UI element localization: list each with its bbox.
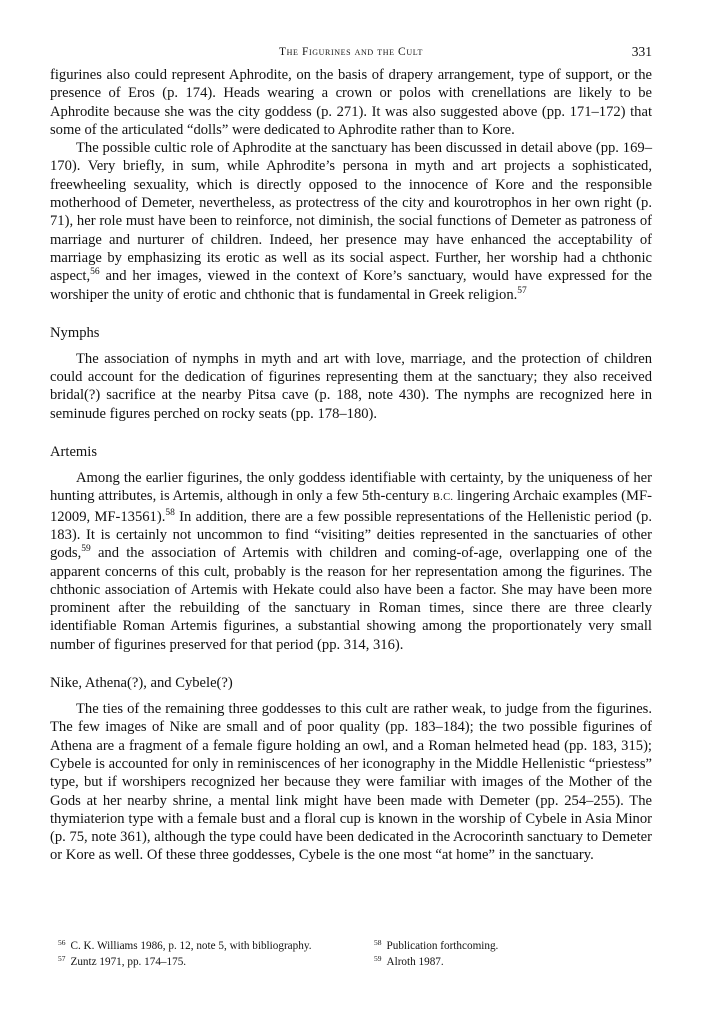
section-heading-nymphs: Nymphs (50, 324, 100, 341)
paragraph: The ties of the remaining three goddesses to this cult are rather weak, to judge from the figurines. The few images of Nike are small and of poor quality (pp. 183–184); the two possible figurines of Athena are a fragment of a female figure holding an owl, and a Roman helmeted head (pp. 183, 315); Cybele is accounted for only in reminiscences of her iconography in the Middle Hellenistic “priestess” type, but if worshipers recognized her because they were familiar with images of the Mother of the Gods at her nearby shrine, a mental link might have been made with Demeter (pp. 254–255). The thymiaterion type with a female bust and a floral cup is known in the worship of Cybele in Asia Minor (p. 75, note 361), although the type could have been dedicated in the Acrocorinth sanctuary to Demeter or Kore as well. Of these three goddesses, Cybele is the one most “at home” in the sanctuary. (50, 701, 652, 864)
footnote (374, 938, 644, 954)
footnote-text: C. K. Williams 1986, p. 12, note 5, with bibliography. (70, 940, 312, 952)
footnote-number: 58 (374, 938, 382, 947)
page (50, 44, 652, 865)
footnote-column-right (374, 938, 644, 970)
paragraph (50, 139, 652, 304)
footnote-text: Publication forthcoming. (386, 940, 499, 952)
body-text (50, 66, 652, 865)
footnote-text: Zuntz 1971, pp. 174–175. (70, 956, 187, 968)
text-run: lingering Archaic examples (MF-12009, MF-13561). (50, 488, 652, 525)
paragraph: figurines also could represent Aphrodite, on the basis of drapery arrangement, type of support, or the presence of Eros (p. 174). Heads wearing a crown or polos with crenellations are likely to be Aphrodite because she was the city goddess (p. 271). It was also suggested above (pp. 171–172) that some of the articulated “dolls” were dedicated to Aphrodite rather than to Kore. (50, 67, 652, 138)
footnote-ref[interactable]: 57 (517, 285, 527, 296)
footnote (58, 938, 358, 954)
running-header (50, 44, 652, 66)
footnote-number: 59 (374, 954, 382, 963)
footnote-ref[interactable]: 58 (165, 507, 175, 518)
page-number: 331 (631, 44, 652, 59)
text-run: In addition, there are a few possible representations of the Hellenistic period (p. 183). It is certainly not uncommon to find “visiting” deities represented in the sanctuaries of other gods, (50, 508, 652, 562)
paragraph: The association of nymphs in myth and art with love, marriage, and the protection of children could account for the dedication of figurines representing them at the sanctuary; they also received bridal(?) sacrifice at the nearby Pitsa cave (p. 188, note 430). The nymphs are recognized here in seminude figures perched on rocky seats (pp. 178–180). (50, 350, 652, 422)
section-heading-nike-athena-cybele: Nike, Athena(?), and Cybele(?) (50, 675, 233, 692)
footnote-number: 57 (58, 954, 66, 963)
footnote-number: 56 (58, 938, 66, 947)
running-title: The Figurines and the Cult (279, 46, 423, 58)
footnote-ref[interactable]: 56 (90, 267, 100, 278)
section-heading-artemis: Artemis (50, 444, 98, 461)
text-run: and the association of Artemis with children and coming-of-age, overlapping one of the apparent concerns of this cult, probably is the reason for her representation among the figurines. The chthonic association of Artemis with Hekate could also have been a factor. She may have been more prominent after the rebuilding of the sanctuary in Roman times, since there are three clearly identifiable Roman Artemis figurines, a substantial showing among the proportionately very small number of figurines preserved for that period (pp. 314, 316). (50, 545, 652, 653)
paragraph (50, 469, 652, 654)
text-run: The possible cultic role of Aphrodite at the sanctuary has been discussed in detail above (pp. 169–170). Very briefly, in sum, while Aphrodite’s persona in myth and art projects a sophisticated, freewheeling sexuality, which is directly opposed to the innocence of Kore and the responsible motherhood of Demeter, nevertheless, as protectress of the city and kourotrophos in her own right (p. 71), her role must have been to reinforce, not diminish, the social functions of Demeter as patroness of marriage and nurturer of children. Indeed, her presence may have enhanced the acceptability of marriage by emphasizing its erotic as well as its social aspect. Further, her worship had a chthonic aspect, (50, 140, 652, 285)
footnote-ref[interactable]: 59 (81, 544, 91, 555)
era-abbreviation: B.C. (432, 492, 454, 504)
footnote-text: Alroth 1987. (386, 956, 444, 968)
text-run: Among the earlier figurines, the only goddess identifiable with certainty, by the uniqueness of her hunting attributes, is Artemis, although in only a few 5th-century (50, 470, 652, 505)
text-run: and her images, viewed in the context of Kore’s sanctuary, would have expressed for the worshiper the unity of erotic and chthonic that is fundamental in Greek religion. (50, 268, 652, 303)
footnote-column-left (58, 938, 358, 970)
footnote (58, 954, 358, 970)
footnote (374, 954, 644, 970)
